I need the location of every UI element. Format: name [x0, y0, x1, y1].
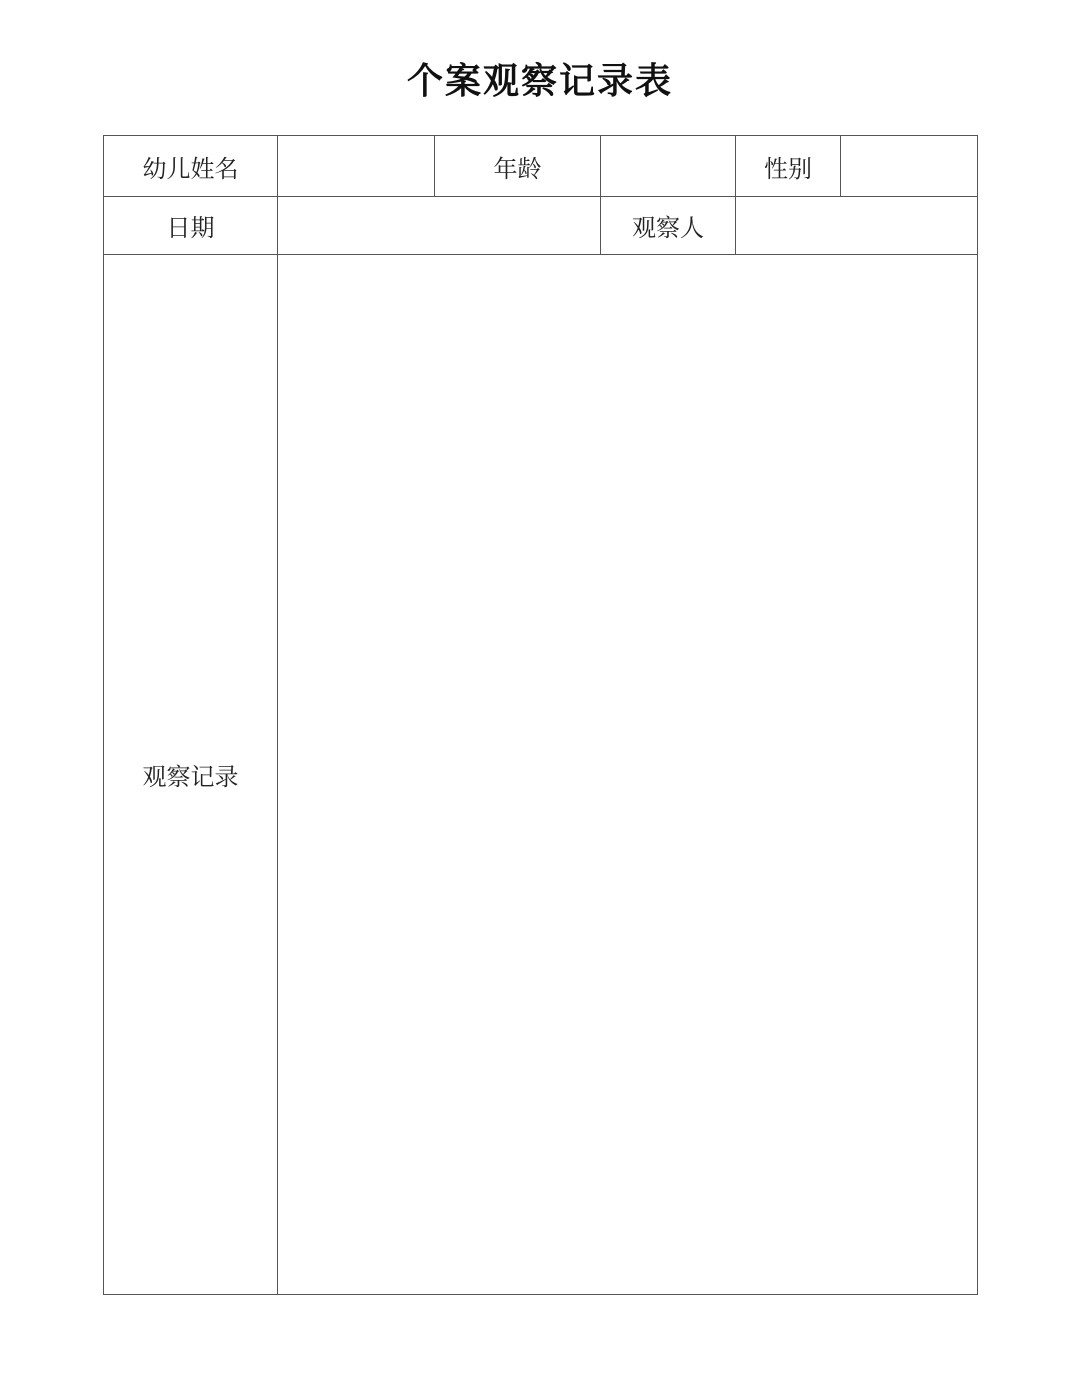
observer-label: 观察人 — [601, 197, 736, 255]
form-row-record — [104, 255, 978, 1295]
record-field[interactable] — [278, 255, 978, 1295]
record-label: 观察记录 — [104, 255, 278, 1295]
form-row-date-observer — [104, 197, 978, 255]
date-label: 日期 — [104, 197, 278, 255]
age-label: 年龄 — [435, 136, 601, 197]
gender-label: 性别 — [736, 136, 841, 197]
observer-field[interactable] — [736, 197, 978, 255]
gender-field[interactable] — [841, 136, 978, 197]
page-title: 个案观察记录表 — [406, 61, 673, 102]
age-field[interactable] — [601, 136, 736, 197]
child-name-label: 幼儿姓名 — [104, 136, 278, 197]
observation-form-table — [103, 135, 978, 1295]
child-name-field[interactable] — [278, 136, 435, 197]
form-row-basic-info — [104, 136, 978, 197]
date-field[interactable] — [278, 197, 601, 255]
